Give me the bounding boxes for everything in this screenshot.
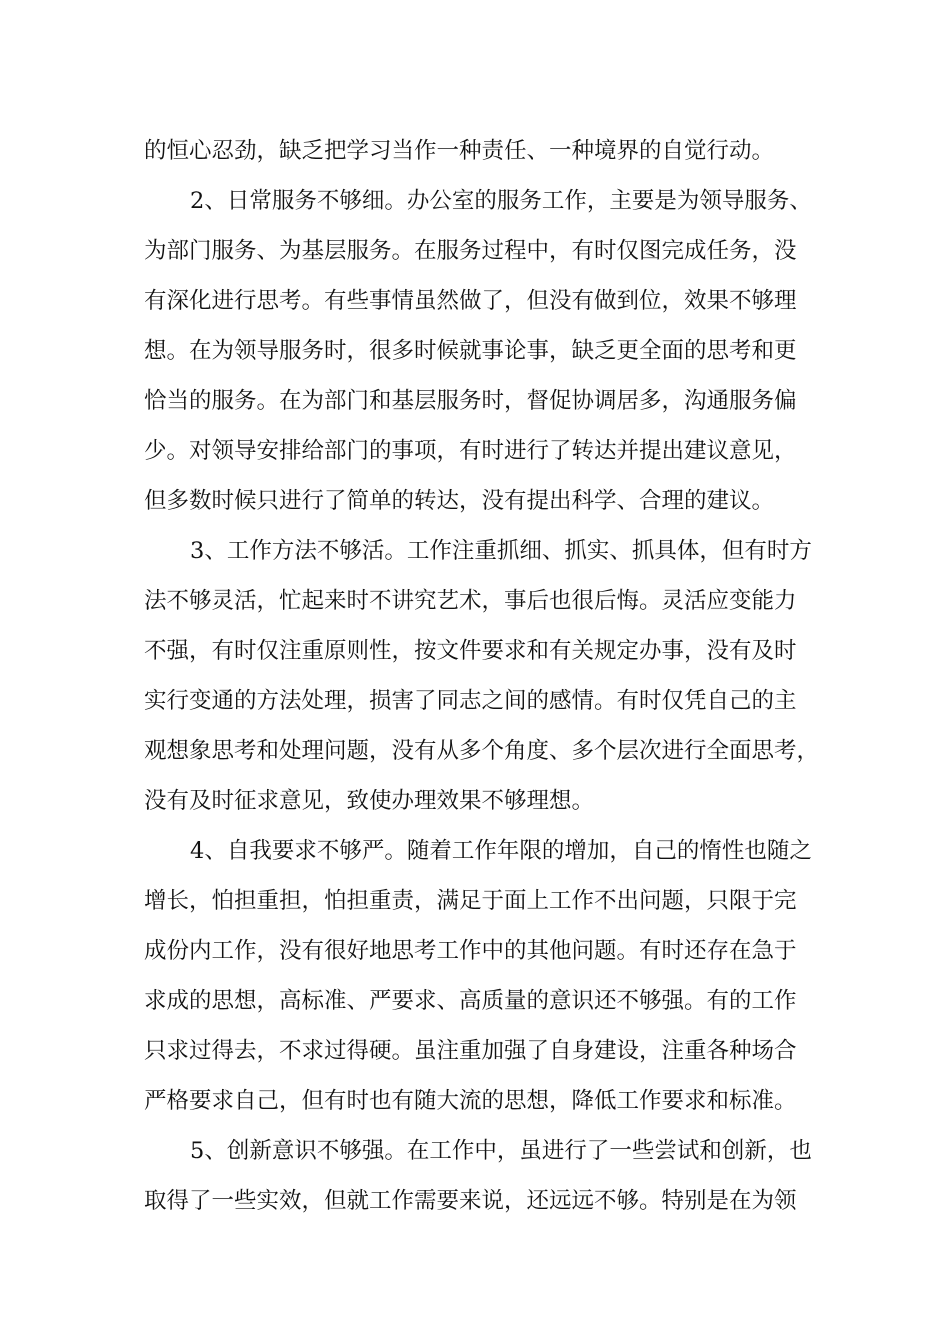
text-line: 取得了一些实效，但就工作需要来说，还远远不够。特别是在为领 <box>144 1188 797 1214</box>
document-body <box>144 126 824 1226</box>
paragraph-3-heading-line: 3、工作方法不够活。工作注重抓细、抓实、抓具体，但有时方 <box>190 538 812 564</box>
text-line: 成份内工作，没有很好地思考工作中的其他问题。有时还存在急于 <box>144 938 797 964</box>
text-line: 求成的思想，高标准、严要求、高质量的意识还不够强。有的工作 <box>144 988 797 1014</box>
text-line: 增长，怕担重担，怕担重责，满足于面上工作不出问题，只限于完 <box>144 888 797 914</box>
text-line: 想。在为领导服务时，很多时候就事论事，缺乏更全面的思考和更 <box>144 338 797 364</box>
text-line: 不强，有时仅注重原则性，按文件要求和有关规定办事，没有及时 <box>144 638 797 664</box>
text-line: 的恒心忍劲，缺乏把学习当作一种责任、一种境界的自觉行动。 <box>144 138 775 164</box>
text-line: 严格要求自己，但有时也有随大流的思想，降低工作要求和标准。 <box>144 1088 797 1114</box>
text-line: 有深化进行思考。有些事情虽然做了，但没有做到位，效果不够理 <box>144 288 797 314</box>
text-line: 为部门服务、为基层服务。在服务过程中，有时仅图完成任务，没 <box>144 238 797 264</box>
text-line: 但多数时候只进行了简单的转达，没有提出科学、合理的建议。 <box>144 488 775 514</box>
text-line: 法不够灵活，忙起来时不讲究艺术，事后也很后悔。灵活应变能力 <box>144 588 797 614</box>
text-line: 没有及时征求意见，致使办理效果不够理想。 <box>144 788 595 814</box>
text-line: 少。对领导安排给部门的事项，有时进行了转达并提出建议意见， <box>144 438 797 464</box>
text-line: 实行变通的方法处理，损害了同志之间的感情。有时仅凭自己的主 <box>144 688 797 714</box>
paragraph-2-heading-line: 2、日常服务不够细。办公室的服务工作，主要是为领导服务、 <box>190 188 812 214</box>
text-line: 只求过得去，不求过得硬。虽注重加强了自身建设，注重各种场合 <box>144 1038 797 1064</box>
text-line: 恰当的服务。在为部门和基层服务时，督促协调居多，沟通服务偏 <box>144 388 797 414</box>
text-line: 观想象思考和处理问题，没有从多个角度、多个层次进行全面思考， <box>144 738 820 764</box>
paragraph-5-heading-line: 5、创新意识不够强。在工作中，虽进行了一些尝试和创新，也 <box>190 1138 812 1164</box>
paragraph-4-heading-line: 4、自我要求不够严。随着工作年限的增加，自己的惰性也随之 <box>190 838 812 864</box>
